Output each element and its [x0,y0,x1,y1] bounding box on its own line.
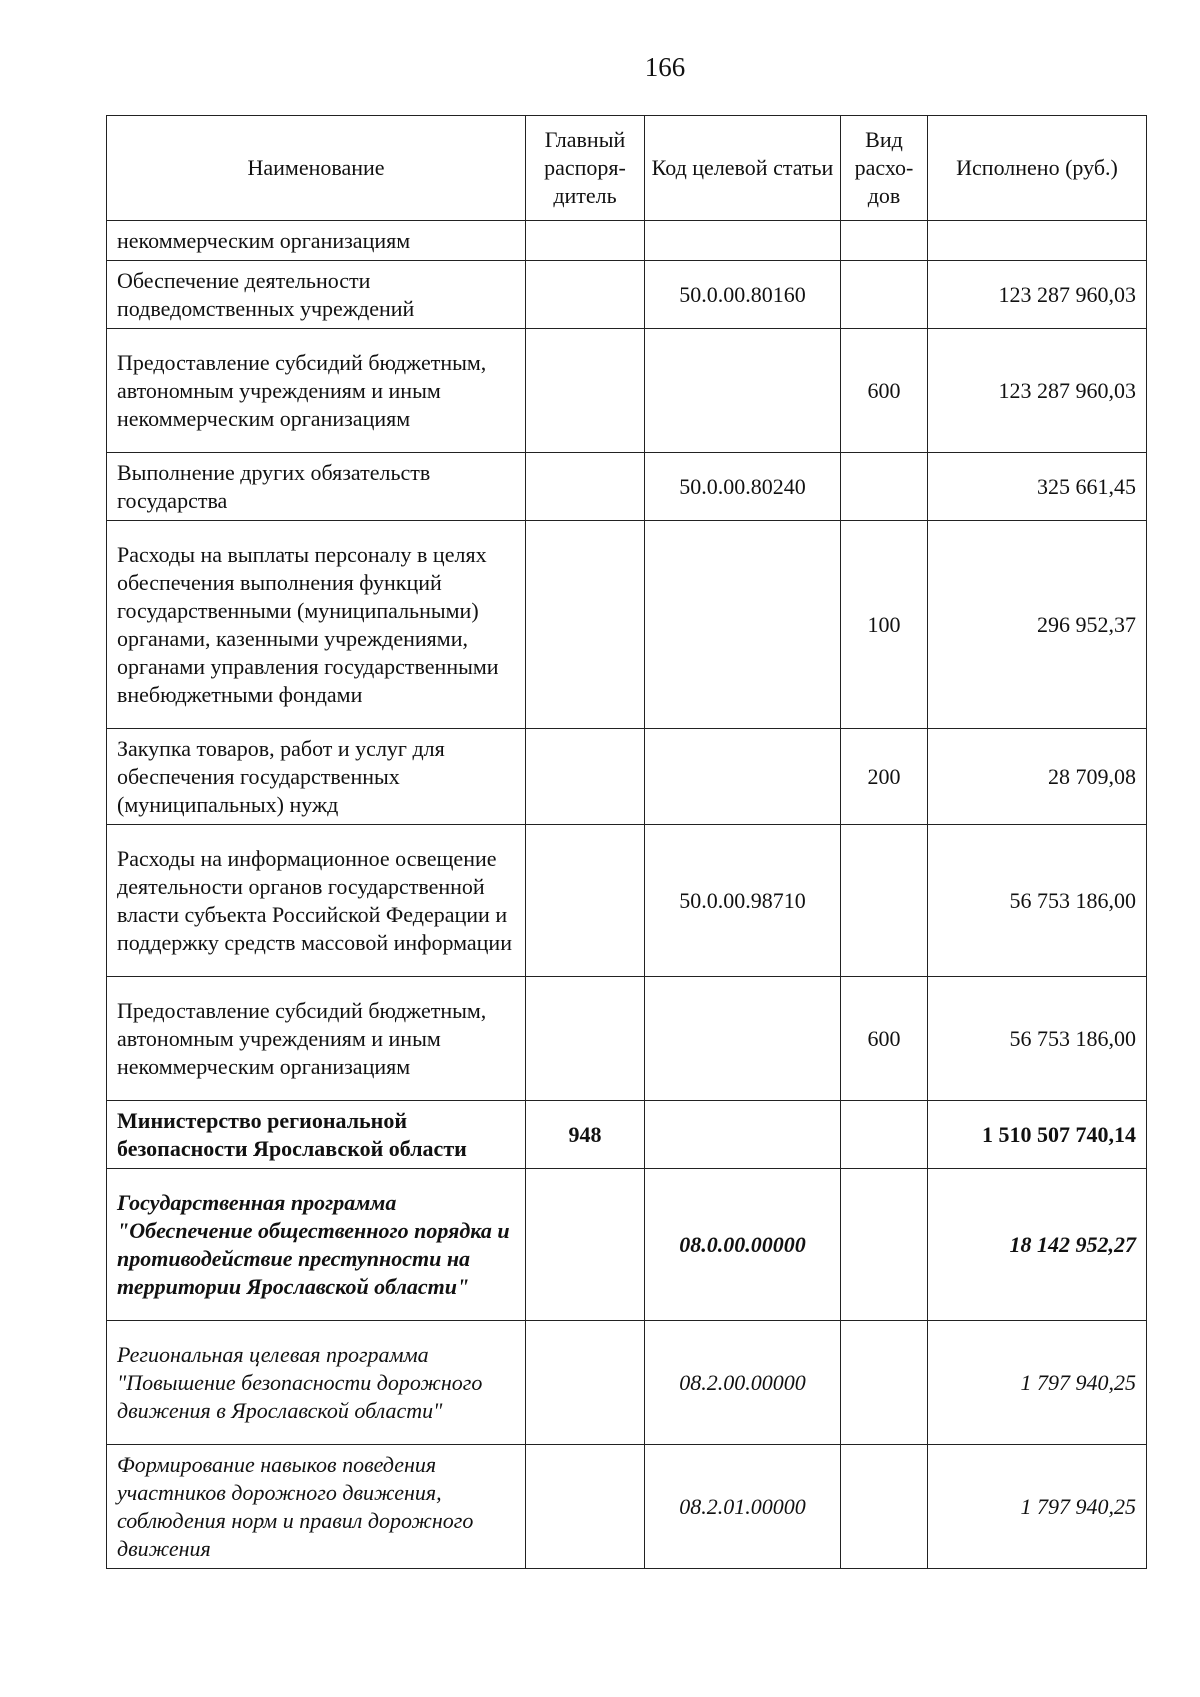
row-target-code [645,977,841,1101]
row-executed: 1 797 940,25 [928,1445,1147,1569]
row-expense-type [841,1445,928,1569]
row-main-manager [526,977,645,1101]
row-target-code [645,221,841,261]
row-target-code [645,329,841,453]
table-row [107,977,1147,1101]
table-row [107,329,1147,453]
row-expense-type: 600 [841,977,928,1101]
row-name: Обеспечение деятельности подведомственных учреждений [107,261,526,329]
header-executed: Исполнено (руб.) [928,116,1147,221]
row-expense-type [841,1101,928,1169]
row-executed: 123 287 960,03 [928,329,1147,453]
row-main-manager [526,453,645,521]
row-name: Расходы на выплаты персоналу в целях обеспечения выполнения функций государственными (муниципальными) органами, казенными учреждениями, органами управления государственными внебюджетными фондами [107,521,526,729]
row-target-code: 50.0.00.98710 [645,825,841,977]
row-name: Предоставление субсидий бюджетным, автономным учреждениям и иным некоммерческим организациям [107,329,526,453]
row-name: Предоставление субсидий бюджетным, автономным учреждениям и иным некоммерческим организациям [107,977,526,1101]
row-main-manager [526,261,645,329]
row-main-manager: 948 [526,1101,645,1169]
table-row-program [107,1169,1147,1321]
row-main-manager [526,825,645,977]
row-name: Формирование навыков поведения участников дорожного движения, соблюдения норм и правил дорожного движения [107,1445,526,1569]
budget-execution-table [106,115,1147,1569]
table-row-ministry [107,1101,1147,1169]
row-expense-type [841,221,928,261]
row-expense-type [841,1169,928,1321]
row-target-code: 50.0.00.80160 [645,261,841,329]
row-executed: 296 952,37 [928,521,1147,729]
row-main-manager [526,221,645,261]
row-main-manager [526,1169,645,1321]
row-executed: 1 797 940,25 [928,1321,1147,1445]
row-main-manager [526,729,645,825]
table-row [107,825,1147,977]
row-target-code [645,521,841,729]
row-name: Министерство региональной безопасности Ярославской области [107,1101,526,1169]
row-executed: 28 709,08 [928,729,1147,825]
table-row [107,221,1147,261]
row-target-code: 50.0.00.80240 [645,453,841,521]
table-row-subprogram [107,1445,1147,1569]
row-name: некоммерческим организациям [107,221,526,261]
table-row [107,453,1147,521]
row-expense-type: 100 [841,521,928,729]
row-executed: 18 142 952,27 [928,1169,1147,1321]
row-target-code: 08.0.00.00000 [645,1169,841,1321]
row-expense-type [841,453,928,521]
row-executed: 1 510 507 740,14 [928,1101,1147,1169]
page-number: 166 [644,52,686,82]
row-main-manager [526,521,645,729]
row-name: Выполнение других обязательств государства [107,453,526,521]
row-target-code: 08.2.00.00000 [645,1321,841,1445]
header-expense-type: Вид расхо-дов [841,116,928,221]
header-target-code: Код целевой статьи [645,116,841,221]
row-name: Государственная программа "Обеспечение общественного порядка и противодействие преступности на территории Ярославской области" [107,1169,526,1321]
row-expense-type [841,825,928,977]
row-executed: 56 753 186,00 [928,825,1147,977]
row-main-manager [526,329,645,453]
row-executed [928,221,1147,261]
table-row-subprogram [107,1321,1147,1445]
row-executed: 123 287 960,03 [928,261,1147,329]
row-target-code: 08.2.01.00000 [645,1445,841,1569]
table-header-row [107,116,1147,221]
row-target-code [645,1101,841,1169]
row-expense-type [841,261,928,329]
row-main-manager [526,1445,645,1569]
header-main-manager: Главный распоря-дитель [526,116,645,221]
row-expense-type: 600 [841,329,928,453]
row-expense-type [841,1321,928,1445]
table-row [107,729,1147,825]
row-name: Закупка товаров, работ и услуг для обеспечения государственных (муниципальных) нужд [107,729,526,825]
row-target-code [645,729,841,825]
row-executed: 325 661,45 [928,453,1147,521]
table-row [107,261,1147,329]
header-name: Наименование [107,116,526,221]
row-name: Расходы на информационное освещение деятельности органов государственной власти субъекта Российской Федерации и поддержку средств массовой информации [107,825,526,977]
row-expense-type: 200 [841,729,928,825]
row-main-manager [526,1321,645,1445]
row-executed: 56 753 186,00 [928,977,1147,1101]
row-name: Региональная целевая программа "Повышение безопасности дорожного движения в Ярославской области" [107,1321,526,1445]
table-row [107,521,1147,729]
